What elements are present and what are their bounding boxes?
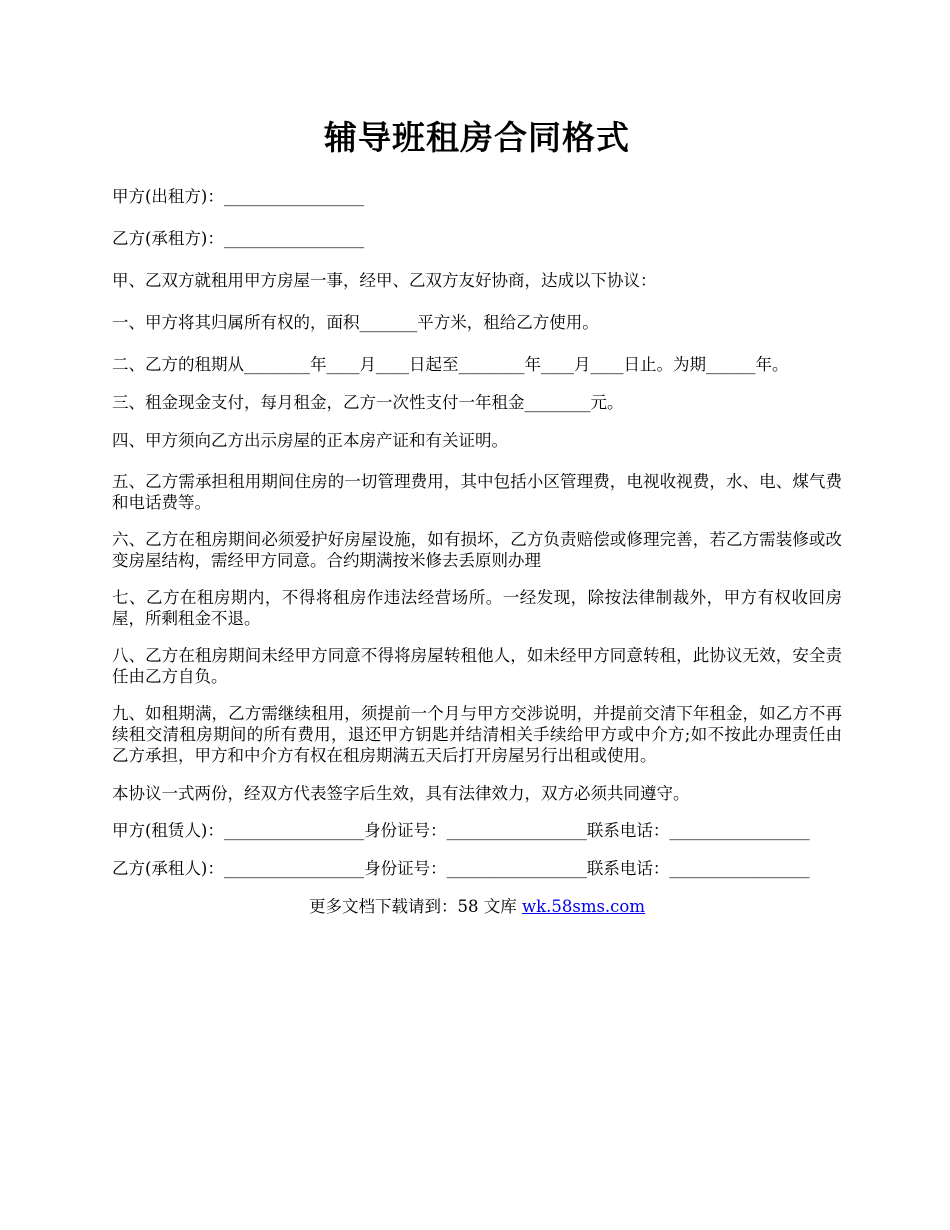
clause-4: 四、甲方须向乙方出示房屋的正本房产证和有关证明。 [112, 431, 508, 450]
clause-1: 一、甲方将其归属所有权的，面积_______平方米，租给乙方使用。 [112, 313, 599, 332]
clause-8: 八、乙方在租房期间未经甲方同意不得将房屋转租他人，如未经甲方同意转租，此协议无效，安全责任由乙方自负。 [112, 646, 842, 686]
document-title: 辅导班租房合同格式 [324, 118, 630, 157]
clause-9: 九、如租期满，乙方需继续租用，须提前一个月与甲方交涉说明，并提前交清下年租金，如乙方不再续租交清租房期间的所有费用，退还甲方钥匙并结清相关手续给甲方或中介方;如不按此办理责任由乙方承担，甲方和中介方有权在租房期满五天后打开房屋另行出租或使用。 [112, 704, 842, 765]
clause-7: 七、乙方在租房期内，不得将租房作违法经营场所。一经发现，除按法律制裁外，甲方有权收回房屋，所剩租金不退。 [112, 588, 842, 628]
closing-statement: 本协议一式两份，经双方代表签字后生效，具有法律效力，双方必须共同遵守。 [112, 784, 690, 803]
clause-6: 六、乙方在租房期间必须爱护好房屋设施，如有损坏，乙方负责赔偿或修理完善，若乙方需装修或改变房屋结构，需经甲方同意。合约期满按米修去丢原则办理 [112, 530, 842, 570]
download-footer [112, 896, 842, 917]
party-b-signature-line: 乙方(承租人)：_________________身份证号：_________________联系电话：_________________ [112, 859, 810, 878]
party-a-signature-line: 甲方(租赁人)：_________________身份证号：_________________联系电话：_________________ [112, 821, 810, 840]
clause-5: 五、乙方需承担租用期间住房的一切管理费用，其中包括小区管理费，电视收视费，水、电、煤气费和电话费等。 [112, 472, 842, 512]
document-page [112, 0, 842, 917]
party-a-lessor-line: 甲方(出租方)：_________________ [112, 187, 365, 206]
agreement-intro: 甲、乙双方就租用甲方房屋一事，经甲、乙双方友好协商，达成以下协议： [112, 271, 657, 290]
clause-2: 二、乙方的租期从________年____月____日起至________年____月____日止。为期______年。 [112, 355, 789, 374]
party-b-lessee-line: 乙方(承租方)：_________________ [112, 229, 365, 248]
clause-3: 三、租金现金支付，每月租金，乙方一次性支付一年租金________元。 [112, 393, 624, 412]
footer-prefix: 更多文档下载请到：58 文库 [308, 897, 522, 916]
footer-link[interactable]: wk.58sms.com [521, 897, 645, 916]
